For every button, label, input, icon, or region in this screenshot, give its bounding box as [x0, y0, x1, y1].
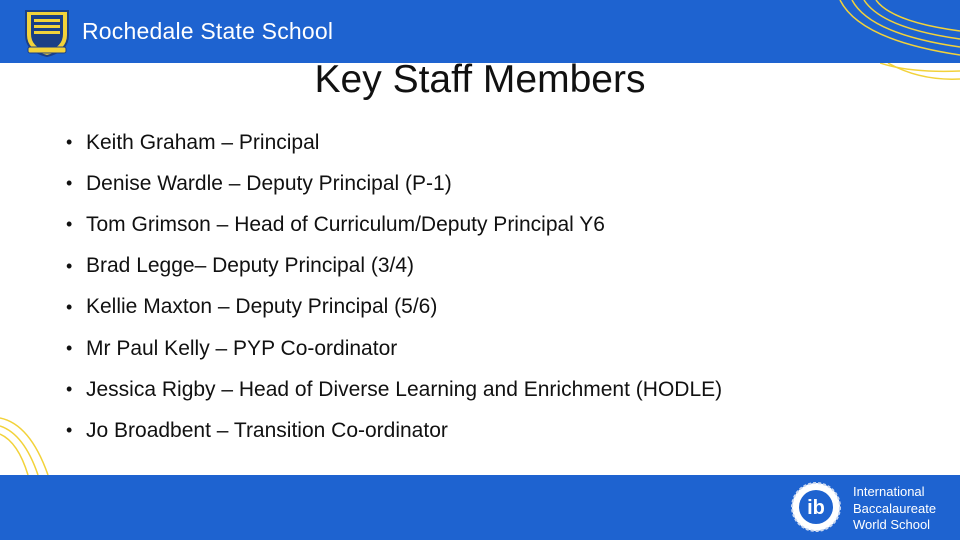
list-item [66, 410, 722, 451]
ib-line-3: World School [853, 517, 931, 532]
staff-entry: Keith Graham – Principal [86, 130, 320, 154]
staff-entry: Brad Legge– Deputy Principal (3/4) [86, 254, 415, 278]
ib-line-2: Baccalaureate [853, 500, 937, 516]
school-name: Rochedale State School [82, 18, 334, 44]
bullet-dot: • [66, 214, 73, 235]
list-item [66, 369, 722, 410]
staff-entry: Denise Wardle – Deputy Principal (P-1) [86, 171, 452, 195]
staff-entry: Jessica Rigby – Head of Diverse Learning and Enrichment (HODLE) [86, 377, 723, 401]
slide-title: Key Staff Members [314, 58, 646, 101]
ib-mark: ib [807, 497, 825, 519]
ib-logo-icon [790, 481, 842, 533]
bullet-dot: • [66, 255, 73, 276]
list-item [66, 122, 722, 163]
list-item [66, 246, 722, 287]
staff-entry: Jo Broadbent – Transition Co-ordinator [86, 418, 448, 442]
ib-line-1: International [853, 484, 925, 499]
left-swoosh-decoration [0, 410, 70, 475]
bullet-dot: • [66, 338, 73, 359]
bullet-dot: • [66, 173, 73, 194]
header-bar [0, 0, 960, 63]
header-swoosh-decoration [820, 0, 960, 63]
school-crest-icon [22, 5, 72, 57]
staff-list [66, 122, 722, 452]
staff-entry: Tom Grimson – Head of Curriculum/Deputy Principal Y6 [86, 212, 605, 236]
staff-entry: Mr Paul Kelly – PYP Co-ordinator [86, 336, 398, 360]
list-item [66, 163, 722, 204]
staff-entry: Kellie Maxton – Deputy Principal (5/6) [86, 295, 438, 319]
list-item [66, 204, 722, 245]
bullet-dot: • [66, 420, 73, 441]
bullet-dot: • [66, 296, 73, 317]
bullet-dot: • [66, 379, 73, 400]
list-item [66, 328, 722, 369]
ib-wordmark [853, 484, 936, 534]
bullet-dot: • [66, 132, 73, 153]
list-item [66, 287, 722, 328]
